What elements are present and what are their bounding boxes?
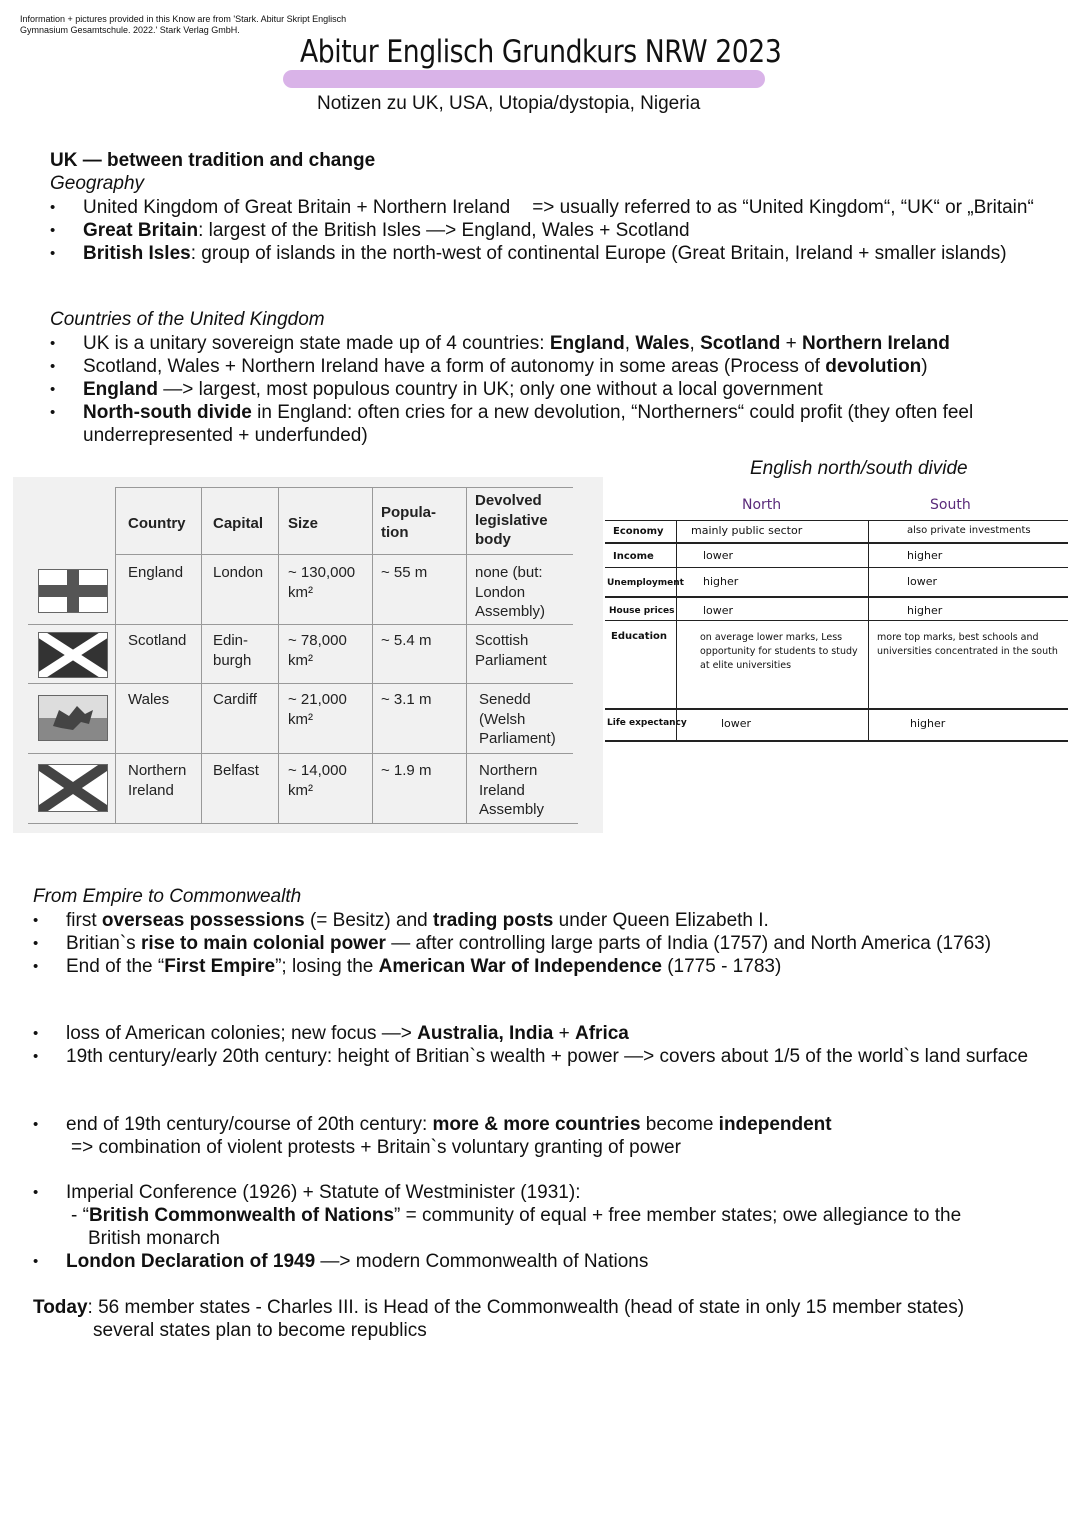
title-highlight <box>283 70 765 88</box>
col-header-capital: Capital <box>213 515 264 532</box>
list-item: • end of 19th century/course of 20th century: more & more countries become independent <box>33 1113 1033 1136</box>
table-cell: Edin- burgh <box>213 632 252 669</box>
table-cell: Belfast <box>213 762 259 779</box>
north-value: mainly public sector <box>691 524 803 537</box>
table-cell: ~ 21,000 km² <box>288 691 347 728</box>
geography-heading: Geography <box>50 173 145 194</box>
north-value: lower <box>703 604 734 617</box>
list-item: • first overseas possessions (= Besitz) and trading posts under Queen Elizabeth I. <box>33 909 1033 932</box>
scotland-flag-icon <box>38 632 108 678</box>
divide-title: English north/south divide <box>750 458 968 479</box>
list-item: • Great Britain: largest of the British Isles —> England, Wales + Scotland <box>50 219 1060 242</box>
col-header-population: Popula- tion <box>381 504 436 541</box>
countries-list <box>50 332 1050 447</box>
table-cell: ~ 130,000 km² <box>288 564 356 601</box>
list-item: • British Isles: group of islands in the north-west of continental Europe (Great Britain, Ireland + smaller islands) <box>50 242 1060 265</box>
list-item: • Imperial Conference (1926) + Statute of Westminister (1931): <box>33 1181 1033 1204</box>
list-item: • Britian`s rise to main colonial power — after controlling large parts of India (1757) and North America (1763) <box>33 932 1033 955</box>
commonwealth-subnote: - “British Commonwealth of Nations” = community of equal + free member states; owe allegiance to the <box>71 1205 962 1226</box>
list-item: • England —> largest, most populous country in UK; only one without a local government <box>50 378 1050 401</box>
south-value: higher <box>907 604 943 617</box>
table-cell: ~ 3.1 m <box>381 691 432 708</box>
table-cell: Cardiff <box>213 691 257 708</box>
countries-heading: Countries of the United Kingdom <box>50 309 325 330</box>
table-cell: Scottish Parliament <box>475 632 547 669</box>
divide-table <box>605 490 1070 750</box>
wales-flag-icon <box>38 695 108 741</box>
table-cell: Northern Ireland <box>128 762 187 799</box>
list-item: • End of the “First Empire”; losing the American War of Independence (1775 - 1783) <box>33 955 1033 978</box>
table-cell: Senedd (Welsh Parliament) <box>479 691 556 747</box>
list-item: • 19th century/early 20th century: height of Britian`s wealth + power —> covers about 1/5 of the world`s land surface <box>33 1045 1033 1068</box>
today-subline: several states plan to become republics <box>93 1320 427 1341</box>
row-label: Education <box>611 631 667 642</box>
empire-subnote: => combination of violent protests + Britain`s voluntary granting of power <box>71 1137 681 1158</box>
north-value: lower <box>703 549 734 562</box>
geography-list <box>50 196 1060 265</box>
table-cell: ~ 1.9 m <box>381 762 432 779</box>
row-label: Economy <box>613 526 664 537</box>
south-value: also private investments <box>907 525 1031 536</box>
col-header-body: Devolved legislative body <box>475 492 548 548</box>
south-value: higher <box>907 549 943 562</box>
page-subtitle: Notizen zu UK, USA, Utopia/dystopia, Nigeria <box>317 93 701 114</box>
south-value: higher <box>910 717 946 730</box>
commonwealth-subnote-2: British monarch <box>88 1228 220 1249</box>
table-cell: ~ 78,000 km² <box>288 632 347 669</box>
source-credit: Information + pictures provided in this Know are from 'Stark. Abitur Skript Englisch Gymnasium Gesamtschule. 2022.' Stark Verlag GmbH. <box>20 14 347 35</box>
page-title: Abitur Englisch Grundkurs NRW 2023 <box>300 34 782 70</box>
empire-list-5 <box>33 1250 1033 1273</box>
section-heading-uk: UK — between tradition and change <box>50 150 376 171</box>
empire-list-3 <box>33 1113 1033 1136</box>
empire-list-2 <box>33 1022 1033 1068</box>
table-cell: Wales <box>128 691 170 708</box>
list-item: • Scotland, Wales + Northern Ireland have a form of autonomy in some areas (Process of devolution) <box>50 355 1050 378</box>
empire-heading: From Empire to Commonwealth <box>33 886 302 907</box>
north-value: lower <box>721 717 752 730</box>
list-item: • UK is a unitary sovereign state made up of 4 countries: England, Wales, Scotland + Northern Ireland <box>50 332 1050 355</box>
south-value: more top marks, best schools and universities concentrated in the south <box>877 632 1058 657</box>
south-value: lower <box>907 575 938 588</box>
table-cell: Northern Ireland Assembly <box>479 762 545 818</box>
col-header-north: North <box>742 497 782 513</box>
col-header-country: Country <box>128 515 186 532</box>
north-value: higher <box>703 575 739 588</box>
table-cell: ~ 5.4 m <box>381 632 432 649</box>
england-flag-icon <box>38 569 108 613</box>
empire-list-1 <box>33 909 1033 978</box>
row-label: House prices <box>609 606 675 616</box>
row-label: Unemployment <box>607 578 684 588</box>
list-item: • United Kingdom of Great Britain + Northern Ireland => usually referred to as “United Kingdom“, “UK“ or „Britain“ <box>50 196 1060 219</box>
north-value: on average lower marks, Less opportunity for students to study at elite universities <box>700 632 858 671</box>
list-item: • London Declaration of 1949 —> modern Commonwealth of Nations <box>33 1250 1033 1273</box>
table-cell: none (but: London Assembly) <box>475 564 546 620</box>
table-cell: Scotland <box>128 632 187 649</box>
list-item: • North-south divide in England: often cries for a new devolution, “Northerners“ could profit (they often feel underrepresented + underfunded) <box>50 401 1050 447</box>
table-cell: ~ 14,000 km² <box>288 762 347 799</box>
table-cell: England <box>128 564 184 581</box>
list-item: • loss of American colonies; new focus —> Australia, India + Africa <box>33 1022 1033 1045</box>
table-cell: London <box>213 564 264 581</box>
table-cell: ~ 55 m <box>381 564 428 581</box>
empire-list-4 <box>33 1181 1033 1204</box>
row-label: Income <box>613 551 654 562</box>
row-label: Life expectancy <box>607 718 687 728</box>
today-line: Today: 56 member states - Charles III. is Head of the Commonwealth (head of state in only 15 member states) <box>33 1297 965 1318</box>
col-header-south: South <box>930 497 971 513</box>
northern-ireland-flag-icon <box>38 764 108 812</box>
col-header-size: Size <box>288 515 319 532</box>
country-table <box>13 477 603 833</box>
